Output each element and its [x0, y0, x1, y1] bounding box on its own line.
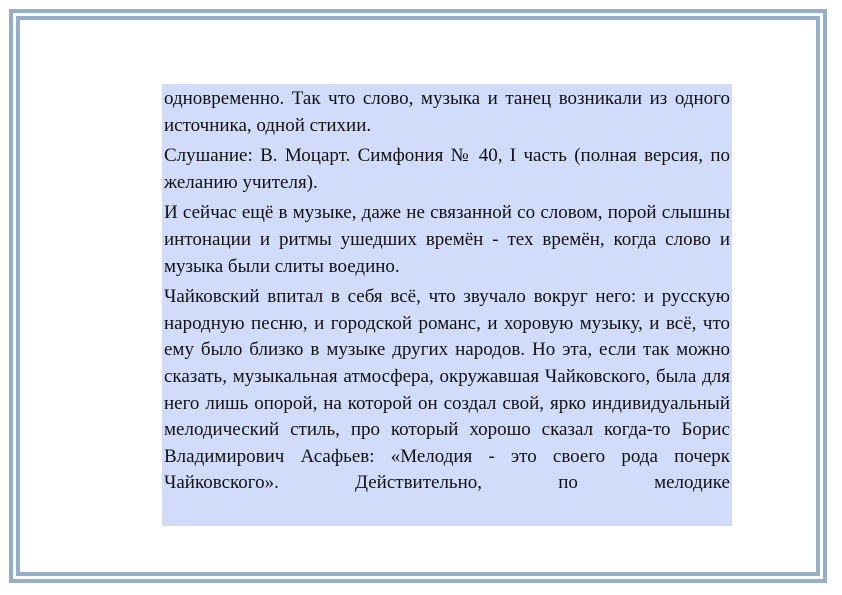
paragraph-4: Чайковский впитал в себя всё, что звучало вокруг него: и русскую народную песню, и городской романс, и хоровую музыку, и всё, что ему было близко в музыке других народов. Но эта, если так можно сказать, музыкальная атмосфера, окружавшая Чайковского, была для него лишь опорой, на которой он создал свой, ярко индивидуальный мелодический стиль, про который хорошо сказал когда-то Борис Владимирович Асафьев: «Мелодия - это своего рода почерк Чайковского». Действительно, по мелодике	[164, 286, 730, 494]
paragraph-3: И сейчас ещё в музыке, даже не связанной со словом, порой слышны интонации и ритмы ушедших времён - тех времён, когда слово и музыка были слиты воедино.	[164, 202, 730, 277]
paragraph-1: одновременно. Так что слово, музыка и танец возникали из одного источника, одной стихии.	[164, 88, 730, 136]
text-block	[162, 84, 732, 526]
paragraph-2: Слушание: В. Моцарт. Симфония № 40, I часть (полная версия, по желанию учителя).	[164, 145, 730, 193]
